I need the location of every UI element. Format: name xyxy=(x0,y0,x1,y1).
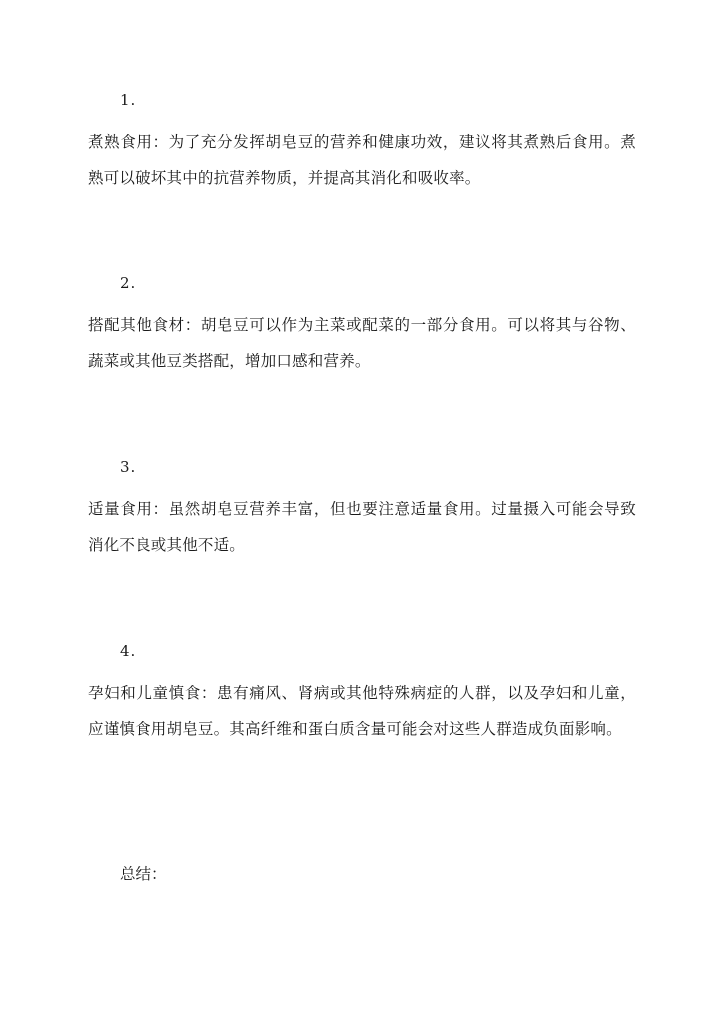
item-number-2: 2. xyxy=(120,274,137,292)
item-paragraph-3: 适量食用：虽然胡皂豆营养丰富，但也要注意适量食用。过量摄入可能会导致消化不良或其他不适。 xyxy=(88,500,636,554)
item-number-3: 3. xyxy=(120,458,137,476)
item-paragraph-2: 搭配其他食材：胡皂豆可以作为主菜或配菜的一部分食用。可以将其与谷物、蔬菜或其他豆类搭配，增加口感和营养。 xyxy=(88,316,636,370)
summary-heading: 总结： xyxy=(120,865,167,883)
item-paragraph-4: 孕妇和儿童慎食：患有痛风、肾病或其他特殊病症的人群，以及孕妇和儿童，应谨慎食用胡皂豆。其高纤维和蛋白质含量可能会对这些人群造成负面影响。 xyxy=(88,684,636,738)
item-number-1: 1. xyxy=(120,91,137,109)
item-paragraph-1: 煮熟食用：为了充分发挥胡皂豆的营养和健康功效，建议将其煮熟后食用。煮熟可以破坏其中的抗营养物质，并提高其消化和吸收率。 xyxy=(88,133,636,187)
item-number-4: 4. xyxy=(120,642,137,660)
